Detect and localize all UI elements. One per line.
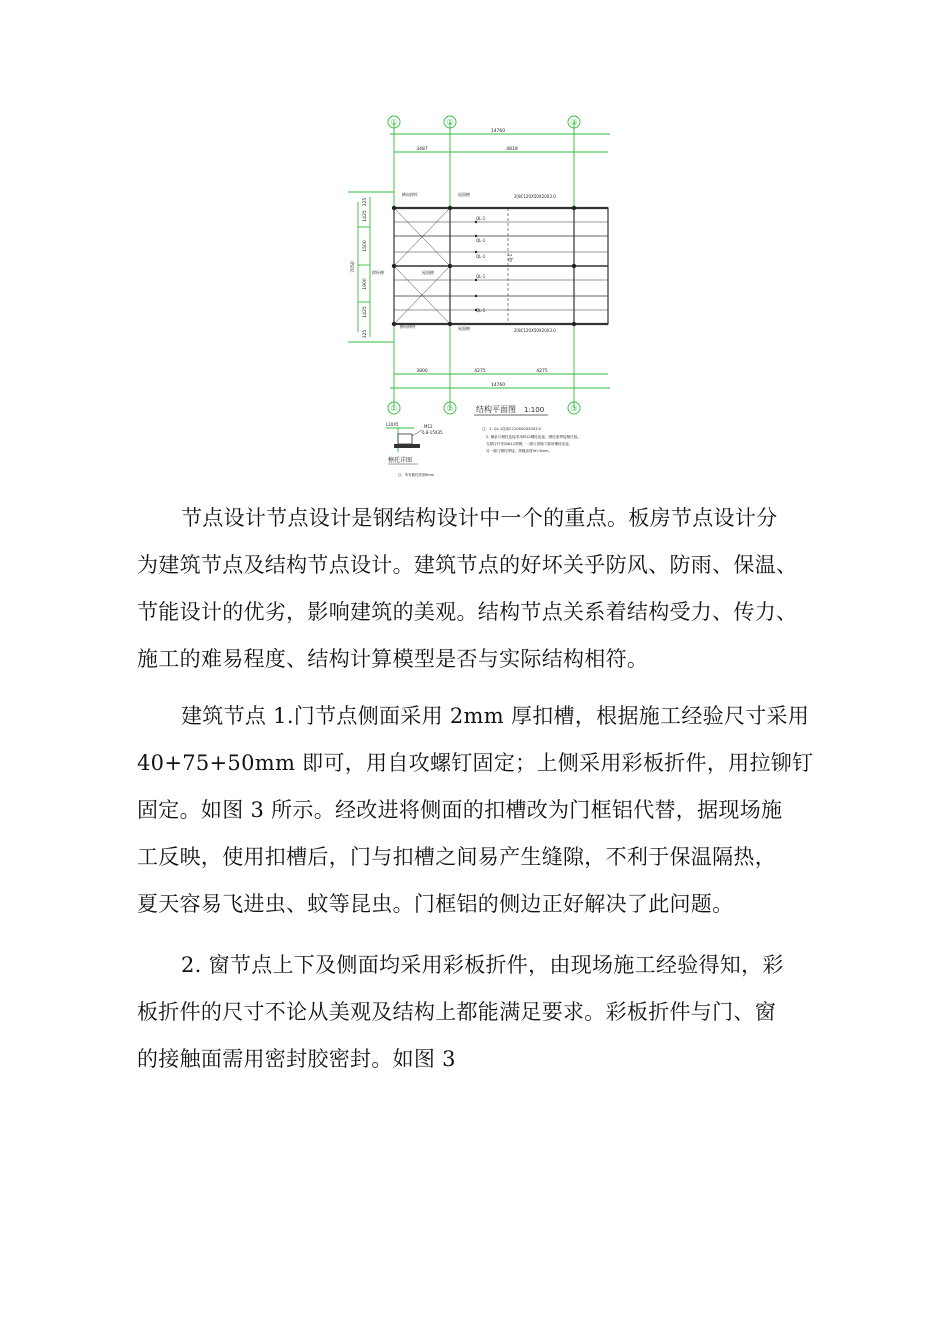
axis-label-bottom-1: ① bbox=[390, 404, 398, 413]
axis-label-top-2: ② bbox=[446, 118, 454, 127]
text-line: 夏天容易飞进虫、蚊等昆虫。门框铝的侧边正好解决了此问题。 bbox=[137, 892, 734, 916]
dim-top-left: 3487 bbox=[416, 147, 428, 152]
dim-bottom-1: 3800 bbox=[416, 369, 428, 374]
note-line-4: 另一端与钢柱焊接，焊缝高度hf=3mm。 bbox=[486, 449, 553, 453]
axis-label-bottom-2: ② bbox=[446, 404, 454, 413]
paragraph-window-node bbox=[137, 942, 837, 1083]
detail-title: 檩托详图 bbox=[388, 457, 413, 464]
dim-left-total: 7050 bbox=[351, 261, 356, 273]
detail-label-angle: L10X5 bbox=[386, 422, 399, 427]
text-line: 施工的难易程度、结构计算模型是否与实际结构相符。 bbox=[137, 647, 649, 671]
note-line-3: 支撑拉杆采用Φ12圆钢，一端与屋檩下端用螺栓连接， bbox=[486, 442, 573, 446]
gl-label: GJ-1 bbox=[508, 253, 513, 262]
beam-label-top: 2[8C120X50X20X3.0 bbox=[514, 194, 556, 199]
dim-total-bottom: 14760 bbox=[490, 383, 506, 388]
node-label-2: 屋面檩 bbox=[458, 192, 470, 197]
axis-label-top-3: ③ bbox=[570, 118, 578, 127]
ql-label-2: QL-1 bbox=[476, 238, 486, 243]
dim-bottom-3: 4275 bbox=[536, 369, 548, 374]
text-line: 板折件的尺寸不论从美观及结构上都能满足要求。彩板折件与门、窗 bbox=[137, 1000, 776, 1024]
node-label-4: 屋面檩 bbox=[422, 270, 434, 275]
paragraph-node-design bbox=[137, 495, 837, 683]
detail-label-hole: 6.8-15X35 bbox=[422, 430, 443, 435]
dim-left-5: 1425 bbox=[363, 306, 368, 318]
text-line: 40+75+50mm 即可，用自攻螺钉固定；上侧采用彩板折件，用拉铆钉 bbox=[137, 751, 814, 775]
ql-label-1: QL-1 bbox=[476, 216, 486, 221]
plan-title: 结构平面图 bbox=[476, 405, 516, 414]
note-line-1: 注：1. QL-1选用C120X50X20X3.0 bbox=[482, 427, 541, 431]
dim-total-top: 14760 bbox=[490, 129, 506, 134]
dim-left-2: 1425 bbox=[363, 210, 368, 222]
node-label-3: 撑杆檩 bbox=[372, 270, 384, 275]
plan-scale: 1:100 bbox=[524, 406, 545, 414]
structural-plan-figure bbox=[318, 112, 618, 478]
node-label-6: 屋面檩 bbox=[458, 326, 470, 331]
axis-label-top-1: ① bbox=[390, 118, 398, 127]
dim-top-right: 4818 bbox=[506, 147, 518, 152]
bracket-detail bbox=[386, 422, 443, 477]
text-line: 为建筑节点及结构节点设计。建筑节点的好坏关乎防风、防雨、保温、 bbox=[137, 553, 798, 577]
text-line: 节点设计节点设计是钢结构设计中一个的重点。板房节点设计分 bbox=[181, 506, 778, 530]
ql-label-4: QL-1 bbox=[476, 274, 486, 279]
text-line: 固定。如图 3 所示。经改进将侧面的扣槽改为门框铝代替，据现场施 bbox=[137, 798, 783, 822]
node-label-5: 横向撑杆 bbox=[400, 324, 416, 329]
dim-left-6: 325 bbox=[363, 329, 368, 339]
detail-label-bolt: M12 bbox=[424, 424, 433, 429]
dim-left-3: 1500 bbox=[363, 240, 368, 252]
text-line: 节能设计的优劣，影响建筑的美观。结构节点关系着结构受力、传力、 bbox=[137, 600, 798, 624]
detail-note: 注：所有檩托厚度6mm bbox=[398, 473, 434, 477]
paragraph-door-node bbox=[137, 693, 837, 928]
dim-bottom-2: 4275 bbox=[474, 369, 486, 374]
text-line: 建筑节点 1.门节点侧面采用 2mm 厚扣槽，根据施工经验尺寸采用 bbox=[181, 704, 810, 728]
beam-label-bottom: 2[8C120X50X20X3.0 bbox=[514, 328, 556, 333]
dim-left-4: 1900 bbox=[363, 278, 368, 290]
text-line: 的接触面需用密封胶密封。如图 3 bbox=[137, 1047, 456, 1071]
axis-grid bbox=[348, 116, 610, 452]
text-line: 2. 窗节点上下及侧面均采用彩板折件，由现场施工经验得知，彩 bbox=[181, 953, 784, 977]
node-label-1: 横向撑杆 bbox=[402, 192, 418, 197]
ql-label-3: QL-1 bbox=[476, 254, 486, 259]
dim-left-1: 325 bbox=[363, 197, 368, 207]
text-line: 工反映，使用扣槽后，门与扣槽之间易产生缝隙，不利于保温隔热， bbox=[137, 845, 776, 869]
ql-label-5: QL-1 bbox=[476, 308, 486, 313]
note-line-2: 2. 檩条与钢柱连接采用M12螺栓连接，钢柱需焊接檩托板。 bbox=[486, 435, 581, 439]
axis-label-bottom-3: ③ bbox=[570, 404, 578, 413]
